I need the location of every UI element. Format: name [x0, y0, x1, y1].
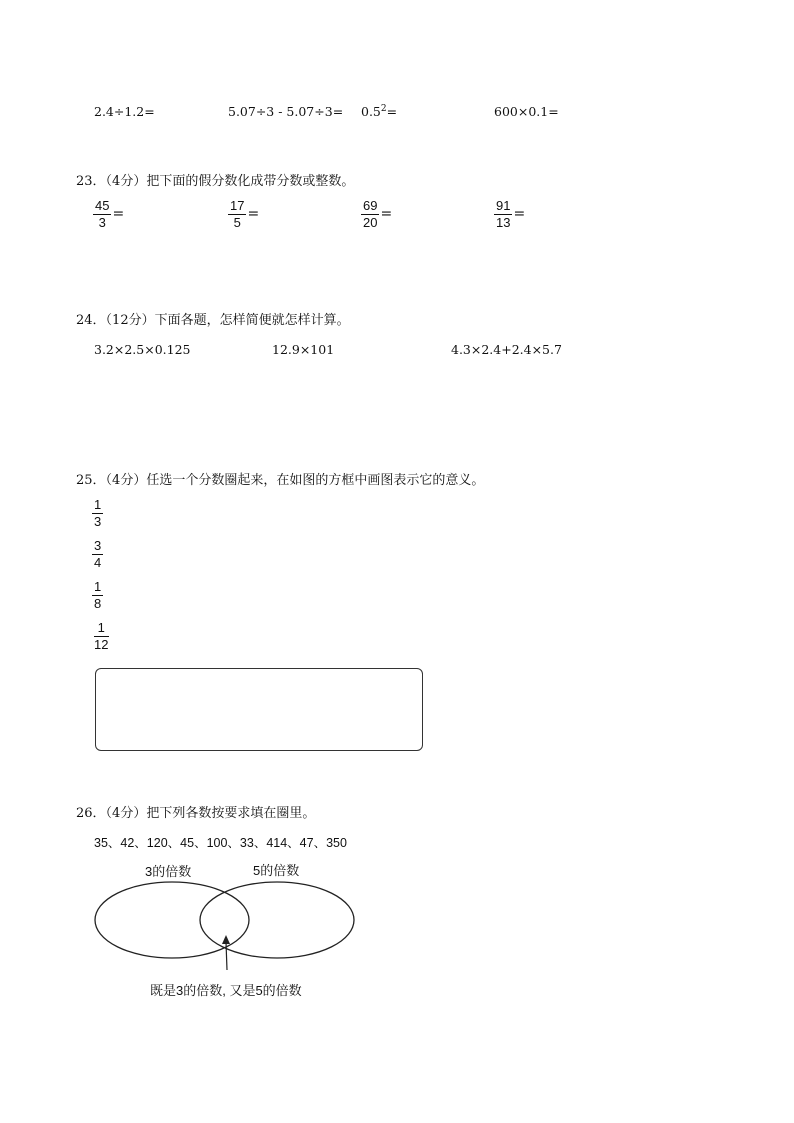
- exp-power: 2: [380, 103, 387, 114]
- fraction-numerator: 91: [496, 198, 511, 213]
- q23-title: 23．（4分）把下面的假分数化成带分数或整数。: [76, 174, 355, 189]
- calc-item-1: 2.4÷1.2=: [94, 104, 155, 119]
- fraction-denominator: 3: [94, 514, 102, 529]
- fraction-numerator: 1: [94, 620, 109, 637]
- label-multiples-of-3: 3的倍数: [145, 864, 192, 879]
- fraction-denominator: 4: [94, 555, 102, 570]
- fraction-denominator: 13: [496, 215, 511, 230]
- fraction-equals: =: [513, 205, 526, 222]
- fraction-equals: =: [247, 205, 260, 222]
- exp-eq: =: [386, 104, 398, 119]
- number-list: 35、42、120、45、100、33、414、47、350: [94, 836, 347, 850]
- fraction-numerator: 3: [94, 538, 102, 553]
- fraction-numerator: 1: [94, 497, 102, 512]
- fraction-denominator: 5: [233, 215, 241, 230]
- q25-title: 25．（4分）任选一个分数圈起来，在如图的方框中画图表示它的意义。: [76, 473, 485, 488]
- fraction-denominator: 3: [98, 215, 106, 230]
- fraction-equals: =: [112, 205, 125, 222]
- q24-item-2: 12.9×101: [272, 342, 335, 357]
- label-intersection: 既是3的倍数, 又是5的倍数: [150, 983, 302, 998]
- fraction-numerator: 1: [94, 579, 102, 594]
- calc-item-2: 5.07÷3 - 5.07÷3=: [228, 104, 344, 119]
- q24-title: 24．（12分）下面各题，怎样简便就怎样计算。: [76, 313, 350, 328]
- fraction-denominator: 8: [94, 596, 102, 611]
- q24-item-1: 3.2×2.5×0.125: [94, 342, 191, 357]
- fraction-denominator: 12: [94, 637, 109, 652]
- label-multiples-of-5: 5的倍数: [253, 863, 300, 878]
- exp-base: 0.5: [361, 104, 381, 119]
- calc-item-4: 600×0.1=: [494, 104, 559, 119]
- fraction-numerator: 45: [95, 198, 110, 213]
- fraction-numerator: 69: [363, 198, 378, 213]
- q26-title: 26．（4分）把下列各数按要求填在圈里。: [76, 806, 316, 821]
- fraction-numerator: 17: [230, 198, 245, 213]
- fraction-denominator: 20: [363, 215, 378, 230]
- fraction-equals: =: [380, 205, 393, 222]
- q24-item-3: 4.3×2.4+2.4×5.7: [451, 342, 562, 357]
- venn-circle-5[interactable]: [200, 882, 354, 958]
- arrow-head-icon: [222, 935, 230, 944]
